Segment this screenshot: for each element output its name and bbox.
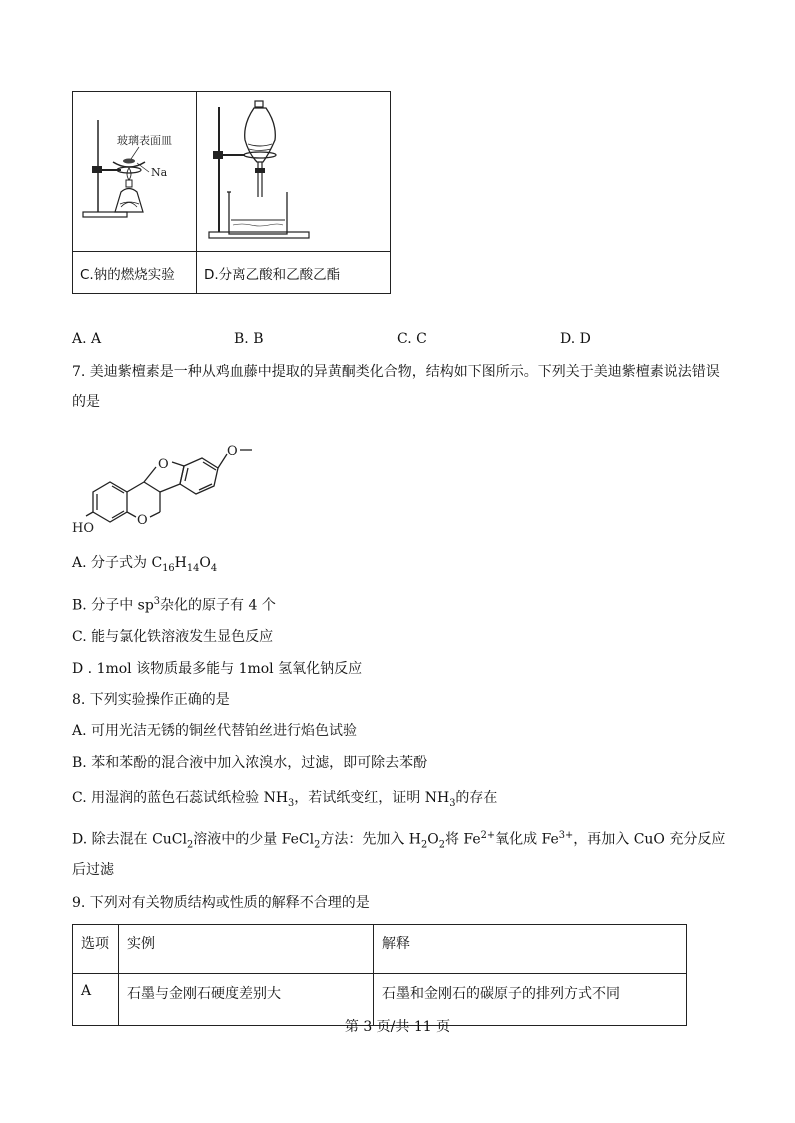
medicarpin-structure (72, 420, 272, 545)
apparatus-d-caption: D.分离乙酸和乙酸乙酯 (197, 252, 391, 294)
q9-header-option: 选项 (73, 925, 119, 974)
apparatus-table (72, 91, 391, 294)
q9-row-a-explanation: 石墨和金刚石的碳原子的排列方式不同 (374, 974, 687, 1026)
q7-option-c: C. 能与氯化铁溶液发生显色反应 (72, 629, 274, 645)
q8-stem: 8. 下列实验操作正确的是 (72, 692, 230, 708)
q6-options (72, 331, 732, 351)
q8-option-d-line2: 后过滤 (72, 862, 114, 878)
page-footer: 第 3 页/共 11 页 (344, 1019, 451, 1035)
q9-table-header (73, 925, 687, 974)
label-o-pyran: O (137, 513, 148, 528)
q6-option-d: D. D (560, 331, 591, 347)
q6-option-c: C. C (397, 331, 427, 347)
apparatus-d-image-cell (197, 92, 391, 252)
q7-stem-line2: 的是 (72, 394, 100, 410)
q8-option-d: D. 除去混在 CuCl$_2$溶液中的少量 FeCl$_2$方法：先加入 $H_2O_2$将 $Fe^{2+}$氧化成 $Fe^{3+}$，再加入 CuO 充分反应 (72, 830, 726, 851)
apparatus-c-image-cell (73, 92, 197, 252)
q6-option-b: B. B (234, 331, 264, 347)
q8-option-a: A. 可用光洁无锈的铜丝代替铂丝进行焰色试验 (72, 723, 358, 739)
label-o-furan: O (158, 457, 169, 472)
q7-stem-line1: 7. 美迪紫檀素是一种从鸡血藤中提取的异黄酮类化合物，结构如下图所示。下列关于美迪紫檀素说法错误 (72, 364, 720, 380)
q8-option-b: B. 苯和苯酚的混合液中加入浓溴水，过滤，即可除去苯酚 (72, 755, 428, 771)
q8-option-c: C. 用湿润的蓝色石蕊试纸检验 $NH_3$，若试纸变红，证明 $NH_3$的存在 (72, 790, 498, 809)
label-ho: HO (72, 521, 94, 536)
q7-option-d: D . 1mol 该物质最多能与 1mol 氢氧化钠反应 (72, 661, 363, 677)
apparatus-c-caption: C.钠的燃烧实验 (73, 252, 197, 294)
separatory-funnel-apparatus (197, 92, 390, 247)
label-o-methoxy: O (227, 444, 238, 459)
q9-stem: 9. 下列对有关物质结构或性质的解释不合理的是 (72, 895, 370, 911)
q9-table (72, 924, 687, 1026)
q9-row-a-option: A (73, 974, 119, 1026)
label-watch-glass: 玻璃表面皿 (117, 134, 172, 147)
sodium-combustion-apparatus (73, 92, 196, 247)
q9-header-explanation: 解释 (374, 925, 687, 974)
q9-header-example: 实例 (119, 925, 374, 974)
q6-option-a: A. A (72, 331, 102, 347)
q9-row-a-example: 石墨与金刚石硬度差别大 (119, 974, 374, 1026)
label-sodium: Na (151, 166, 168, 179)
q7-option-a: A. 分子式为 $C_{16}H_{14}O_4$ (72, 555, 218, 574)
q7-option-b: B. 分子中 $sp^3$杂化的原子有 4 个 (72, 596, 276, 614)
